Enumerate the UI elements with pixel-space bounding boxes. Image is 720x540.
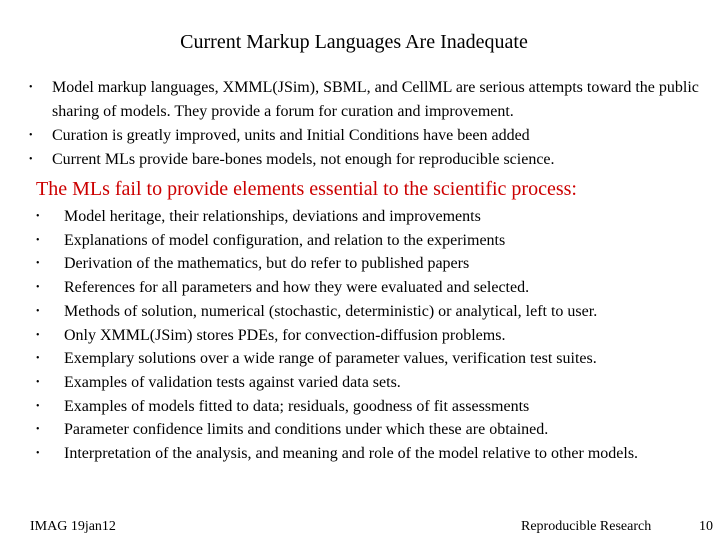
list-item xyxy=(36,371,704,395)
bullet-text: Model heritage, their relationships, deviations and improvements xyxy=(64,208,481,225)
list-item xyxy=(36,229,704,253)
bullet-icon: • xyxy=(29,130,33,141)
list-item xyxy=(36,324,704,348)
bullet-text: Model markup languages, XMML(JSim), SBML, and CellML are serious attempts toward the public sharing of models. They provide a forum for curation and improvement. xyxy=(52,79,699,120)
bullet-icon: • xyxy=(36,234,40,246)
list-item xyxy=(36,418,704,442)
list-item xyxy=(29,76,717,124)
bullet-icon: • xyxy=(36,258,40,270)
slide-title: Current Markup Languages Are Inadequate xyxy=(180,31,528,53)
bullet-icon: • xyxy=(29,154,33,165)
footer-presentation-title: Reproducible Research xyxy=(521,519,652,534)
intro-bullet-list xyxy=(29,76,717,172)
bullet-text: Exemplary solutions over a wide range of parameter values, verification test suites. xyxy=(64,350,597,368)
list-item xyxy=(36,347,704,371)
bullet-icon: • xyxy=(36,211,40,222)
list-item xyxy=(36,252,704,276)
bullet-text: Curation is greatly improved, units and Initial Conditions have been added xyxy=(52,127,530,144)
bullet-text: References for all parameters and how they were evaluated and selected. xyxy=(64,279,530,297)
list-item xyxy=(36,442,704,466)
list-item xyxy=(36,300,704,324)
bullet-text: Explanations of model configuration, and relation to the experiments xyxy=(64,231,506,249)
list-item xyxy=(36,276,704,300)
bullet-text: Examples of models fitted to data; residuals, goodness of fit assessments xyxy=(64,397,530,415)
list-item xyxy=(29,124,717,148)
bullet-icon: • xyxy=(36,305,40,317)
bullet-icon: • xyxy=(36,400,40,412)
bullet-text: Only XMML(JSim) stores PDEs, for convection-diffusion problems. xyxy=(64,326,506,344)
list-item xyxy=(36,395,704,419)
bullet-text: Derivation of the mathematics, but do refer to published papers xyxy=(64,255,470,273)
section-subheading: The MLs fail to provide elements essential to the scientific process: xyxy=(36,178,577,200)
bullet-icon: • xyxy=(29,82,33,93)
bullet-icon: • xyxy=(36,448,40,460)
bullet-icon: • xyxy=(36,424,40,436)
list-item xyxy=(36,205,704,229)
slide-number: 10 xyxy=(699,519,713,534)
bullet-icon: • xyxy=(36,376,40,388)
bullet-icon: • xyxy=(36,353,40,365)
bullet-text: Current MLs provide bare-bones models, not enough for reproducible science. xyxy=(52,151,555,168)
bullet-icon: • xyxy=(36,282,40,294)
list-item xyxy=(29,148,717,172)
footer-event-label: IMAG 19jan12 xyxy=(30,519,116,534)
bullet-text: Parameter confidence limits and conditions under which these are obtained. xyxy=(64,421,549,439)
bullet-text: Methods of solution, numerical (stochastic, deterministic) or analytical, left to user. xyxy=(64,302,598,320)
bullet-icon: • xyxy=(36,329,40,341)
bullet-text: Interpretation of the analysis, and meaning and role of the model relative to other models. xyxy=(64,445,639,463)
bullet-text: Examples of validation tests against varied data sets. xyxy=(64,373,401,391)
detail-bullet-list xyxy=(36,205,704,466)
